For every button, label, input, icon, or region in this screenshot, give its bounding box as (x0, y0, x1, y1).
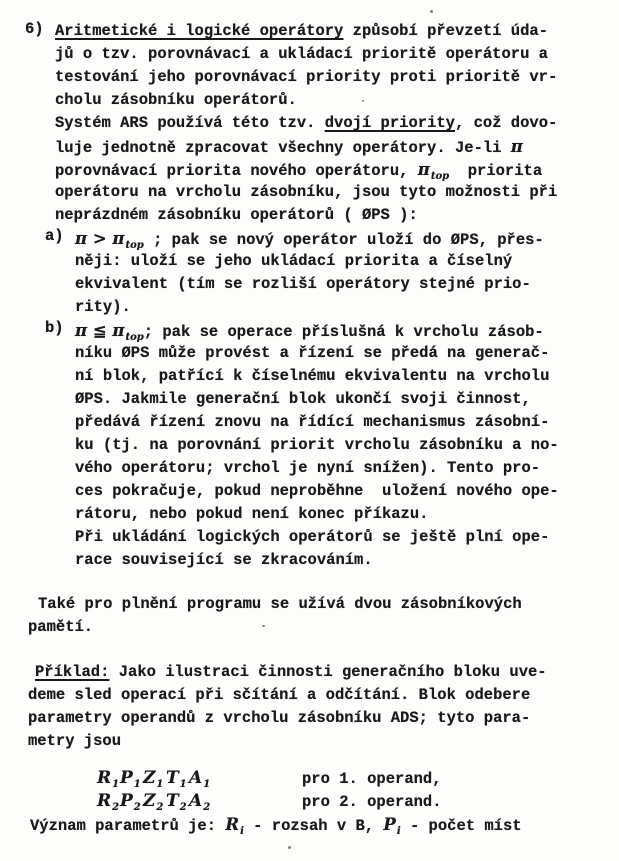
text-line (55, 135, 619, 158)
subitem-a-marker: a) (45, 227, 64, 245)
operand-letter: $T_2$ (166, 791, 187, 813)
text-line (75, 319, 619, 342)
text-segment: - rozsah v B, (243, 817, 384, 835)
text-line (55, 20, 619, 43)
text-line: metry jsou (28, 732, 122, 750)
greater-than-sign: > (87, 229, 113, 248)
subitem-b (45, 319, 619, 572)
text-line: Při ukládání logických operátorů se ještě plní ope- (75, 528, 550, 546)
text-segment: priorita (449, 162, 543, 180)
pi-symbol: π (510, 137, 523, 156)
scan-speck (288, 846, 291, 849)
param-p-symbol: $P_i$ (383, 815, 401, 837)
param-r-symbol: $R_i$ (225, 815, 244, 837)
operand-letter: $A_2$ (189, 791, 211, 813)
item6-body (45, 20, 619, 572)
text-segment: porovnávací priorita nového operátoru, (55, 162, 418, 180)
text-line: testování jeho porovnávací priority proti prioritě vr- (55, 68, 558, 86)
text-line: deme sled operací při sčítání a odčítání. Blok odebere (28, 686, 531, 704)
text-line: parametry operandů z vrcholu zásobníku ADS; tyto para- (28, 709, 531, 727)
text-line (75, 227, 619, 250)
operand-1-parameters (97, 767, 302, 790)
text-line (28, 661, 619, 684)
formula-caption-1: pro 1. operand, (302, 770, 442, 788)
top-subscript: top (125, 332, 144, 343)
numbered-item-6 (0, 20, 619, 572)
formula-row-1 (97, 767, 619, 790)
paragraph-stacks (28, 593, 619, 639)
text-line: rátoru, nebo pokud není konec příkazu. (75, 505, 429, 523)
text-line (55, 112, 619, 135)
top-subscript: top (125, 240, 144, 251)
operand-letter: $T_1$ (166, 768, 187, 790)
operand-letter: $Z_1$ (143, 768, 164, 790)
text-segment: , což dovo- (454, 114, 558, 132)
text-line: ku (tj. na porovnání priorit vrcholu zásobníku a no- (75, 436, 559, 454)
formula-caption-2: pro 2. operand. (302, 793, 442, 811)
text-line: níku ØPS může provést a řízení se předá na generač- (75, 344, 550, 362)
operand-letter: $A_1$ (189, 768, 211, 790)
paragraph-example (28, 661, 619, 753)
scan-speck (262, 625, 265, 627)
text-segment: ; pak se nový operátor uloží do ØPS, přes- (143, 231, 544, 249)
text-segment: Význam parametrů je: (30, 817, 226, 835)
underlined-phrase-dvoji-priority: dvojí priority (324, 114, 455, 132)
text-line: cholu zásobníku operátorů. (55, 91, 297, 109)
pi-symbol: π (75, 321, 88, 340)
text-line: ekvivalent (tím se rozliší operátory stejné prio- (75, 275, 531, 293)
text-segment: luje jednotně zpracovat všechny operátory. Je-li (55, 139, 511, 157)
text-line: předává řízení znovu na řídící mechanismus zásobní- (75, 413, 550, 431)
subitem-b-marker: b) (45, 319, 64, 337)
pi-greater-pi-top-expression (75, 229, 144, 251)
pi-symbol: π (112, 229, 125, 248)
operand-letter: $R_2$ (97, 791, 120, 813)
text-line: něji: uloží se jeho ukládací priorita a číselný (75, 252, 513, 270)
text-line: ØPS. Jakmile generační blok ukončí svoji činnost, (75, 390, 531, 408)
formula-block (97, 767, 619, 813)
text-line (55, 158, 619, 181)
text-line: Také pro plnění programu se užívá dvou zásobníkových (38, 595, 522, 613)
text-line: vého operátoru; vrchol je nyní snížen). Tento pro- (75, 459, 541, 477)
text-segment: - počet míst (400, 817, 522, 835)
operand-letter: $P_2$ (120, 791, 141, 813)
text-line: race související se zkracováním. (75, 551, 373, 569)
operand-letter: $Z_2$ (143, 791, 164, 813)
text-line: neprázdném zásobníku operátorů ( ØPS ): (55, 206, 418, 224)
formula-row-2 (97, 790, 619, 813)
underlined-heading: Aritmetické i logické operátory (55, 22, 344, 40)
scan-speck (362, 100, 364, 102)
scan-speck (430, 10, 433, 13)
less-equal-sign: ≦ (87, 321, 113, 340)
item6-marker: 6) (25, 20, 44, 38)
text-segment: způsobí převzetí úda- (343, 22, 548, 40)
pi-symbol: π (112, 321, 125, 340)
operand-2-parameters (97, 790, 302, 813)
top-subscript: top (430, 171, 450, 182)
subitem-a (45, 227, 619, 319)
example-lead-underlined: Příklad: (35, 663, 110, 681)
operand-letter: $P_1$ (120, 768, 141, 790)
text-line: jů o tzv. porovnávací a ukládací prioritě operátoru a (55, 45, 548, 63)
meaning-line (30, 813, 619, 836)
text-line: operátoru na vrcholu zásobníku, jsou tyto možnosti při (55, 183, 558, 201)
pi-symbol: π (75, 229, 88, 248)
text-line: ní blok, patřící k číselnému ekvivalentu na vrcholu (75, 367, 550, 385)
text-line: rity). (75, 298, 131, 316)
operand-letter: $R_1$ (97, 768, 120, 790)
pi-symbol: π (417, 160, 430, 179)
pi-top-symbol (417, 160, 450, 182)
text-segment: Systém ARS používá této tzv. (55, 114, 325, 132)
pi-lessequal-pi-top-expression (75, 321, 144, 343)
text-line: ces pokračuje, pokud neproběhne uložení nového ope- (75, 482, 559, 500)
text-segment: ; pak se operace příslušná k vrcholu zásob- (143, 323, 544, 341)
text-line: pamětí. (28, 618, 94, 636)
text-segment: Jako ilustraci činnosti generačního bloku uve- (109, 663, 547, 681)
